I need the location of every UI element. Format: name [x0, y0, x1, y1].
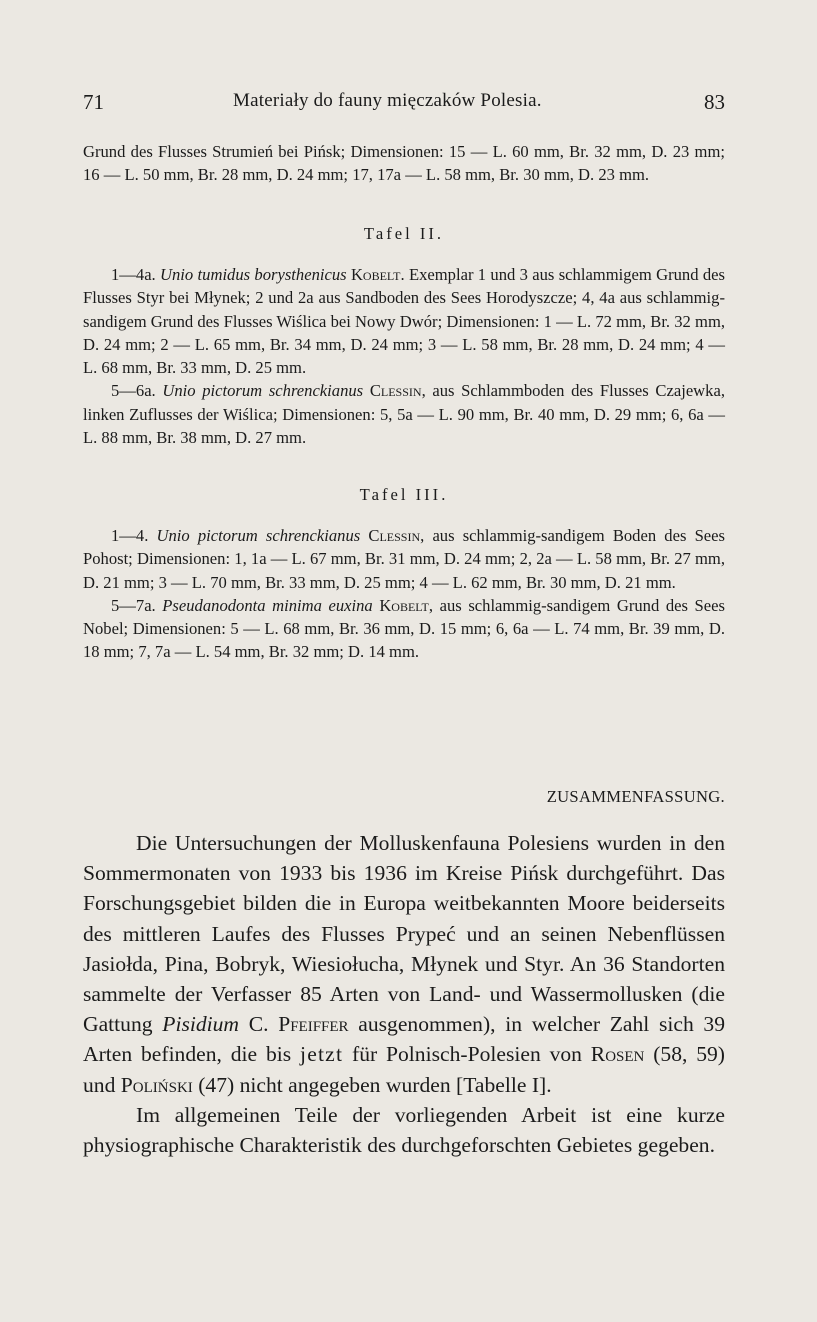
- summary-text: für Polnisch-Polesien von: [343, 1042, 591, 1067]
- page-number-left: 71: [83, 90, 104, 114]
- summary-paragraph-2: Im allgemeinen Teile der vorliegenden Arbeit ist eine kurze physiographische Charakteristik des durchgeforschten Gebietes gegeben.: [83, 1102, 725, 1158]
- entry-number: 1—4.: [111, 526, 149, 545]
- running-title: Materiały do fauny mięczaków Polesia.: [233, 90, 542, 111]
- plate-3-heading: Tafel III.: [359, 485, 449, 504]
- summary-text: Die Untersuchungen der Molluskenfauna Polesiens wurden in den Sommermonaten von 1933 bis 1936 im Kreise Pińsk durchgeführt. Das Forschungsgebiet bilden die in Europa weitbekannten Moore beiderseits des mittleren Laufes des Flusses Prypeć und an seinen Nebenflüssen Jasiołda, Pina, Bobryk, Wiesiołucha, Młynek und Styr. An 36 Standorten sammelte der Verfasser 85 Arten von Land- und Wassermollusken (die Gattung: [83, 831, 725, 1037]
- species-name: Unio pictorum schrenckianus: [156, 526, 361, 545]
- species-author: Clessin: [368, 526, 421, 545]
- summary-paragraph-1: [83, 828, 725, 1100]
- running-header: [83, 90, 725, 120]
- entry-number: 5—6a.: [111, 381, 156, 401]
- plate-3-entry-2: [83, 594, 725, 664]
- continuation-paragraph: Grund des Flusses Strumień bei Pińsk; Dimensionen: 15 — L. 60 mm, Br. 32 mm, D. 23 mm; 16 — L. 50 mm, Br. 28 mm, D. 24 mm; 17, 17a — L. 58 mm, Br. 30 mm, D. 23 mm.: [83, 142, 725, 185]
- plate-2-block: [83, 224, 725, 449]
- summary-text: (58, 59) und: [83, 1042, 725, 1097]
- species-name: Unio tumidus borysthenicus: [160, 265, 347, 284]
- entry-text: , aus schlammig-sandigem Boden des Sees Pohost; Dimensionen: 1, 1a — L. 67 mm, Br. 31 mm, D. 24 mm; 2, 2a — L. 58 mm, Br. 27 mm, D. 21 mm; 3 — L. 70 mm, Br. 33 mm, D. 25 mm; 4 — L. 62 mm, Br. 30 mm, D. 21 mm.: [83, 526, 725, 592]
- summary-text: (47) nicht angegeben wurden [Tabelle I].: [192, 1072, 552, 1097]
- entry-number: 5—7a.: [111, 595, 156, 615]
- continuation-paragraph-block: [83, 140, 725, 187]
- genus-name: Pisidium: [162, 1012, 240, 1037]
- species-author: Kobelt: [379, 595, 429, 615]
- author-name: Pfeiffer: [278, 1012, 349, 1037]
- summary-block: [83, 828, 725, 1160]
- author-name: Poliński: [120, 1072, 193, 1097]
- plate-3-block: [83, 485, 725, 664]
- plate-2-entry-1: [83, 263, 725, 379]
- page-number-right: 83: [704, 90, 725, 114]
- plate-3-entry-1: [83, 524, 725, 594]
- author-name: Rosen: [590, 1042, 645, 1067]
- summary-heading: ZUSAMMENFASSUNG.: [546, 787, 725, 806]
- entry-text: , aus Schlammboden des Flusses Czajewka, linken Zuflusses der Wiślica; Dimensionen: 5, 5a — L. 90 mm, Br. 40 mm, D. 29 mm; 6, 6a — L. 88 mm, Br. 38 mm, D. 27 mm.: [83, 381, 725, 448]
- entry-text: , aus schlammig-sandigem Grund des Sees Nobel; Dimensionen: 5 — L. 68 mm, Br. 36 mm, D. 15 mm; 6, 6a — L. 74 mm, Br. 39 mm, D. 18 mm; 7, 7a — L. 54 mm, Br. 32 mm; D. 14 mm.: [83, 595, 725, 662]
- spaced-word: jetzt: [300, 1042, 344, 1067]
- plate-2-entry-2: [83, 379, 725, 449]
- species-author: Kobelt: [350, 265, 401, 284]
- species-name: Unio pictorum schrenckianus: [162, 381, 364, 401]
- entry-number: 1—4a.: [111, 265, 156, 284]
- summary-text: ausgenommen), in welcher Zahl sich 39 Arten befinden, die bis: [83, 1012, 726, 1067]
- entry-text: . Exemplar 1 und 3 aus schlammigem Grund des Flusses Styr bei Młynek; 2 und 2a aus Sandboden des Sees Horodyszcze; 4, 4a aus schlammig-sandigem Grund des Flusses Wiślica bei Nowy Dwór; Dimensionen: 1 — L. 72 mm, Br. 32 mm, D. 24 mm; 2 — L. 65 mm, Br. 34 mm, D. 24 mm; 3 — L. 58 mm, Br. 28 mm, D. 24 mm; 4 — L. 68 mm, Br. 33 mm, D. 25 mm.: [83, 265, 725, 378]
- plate-2-heading: Tafel II.: [363, 224, 445, 243]
- summary-text: C.: [239, 1012, 279, 1037]
- species-name: Pseudanodonta minima euxina: [162, 595, 373, 615]
- species-author: Clessin: [369, 381, 422, 401]
